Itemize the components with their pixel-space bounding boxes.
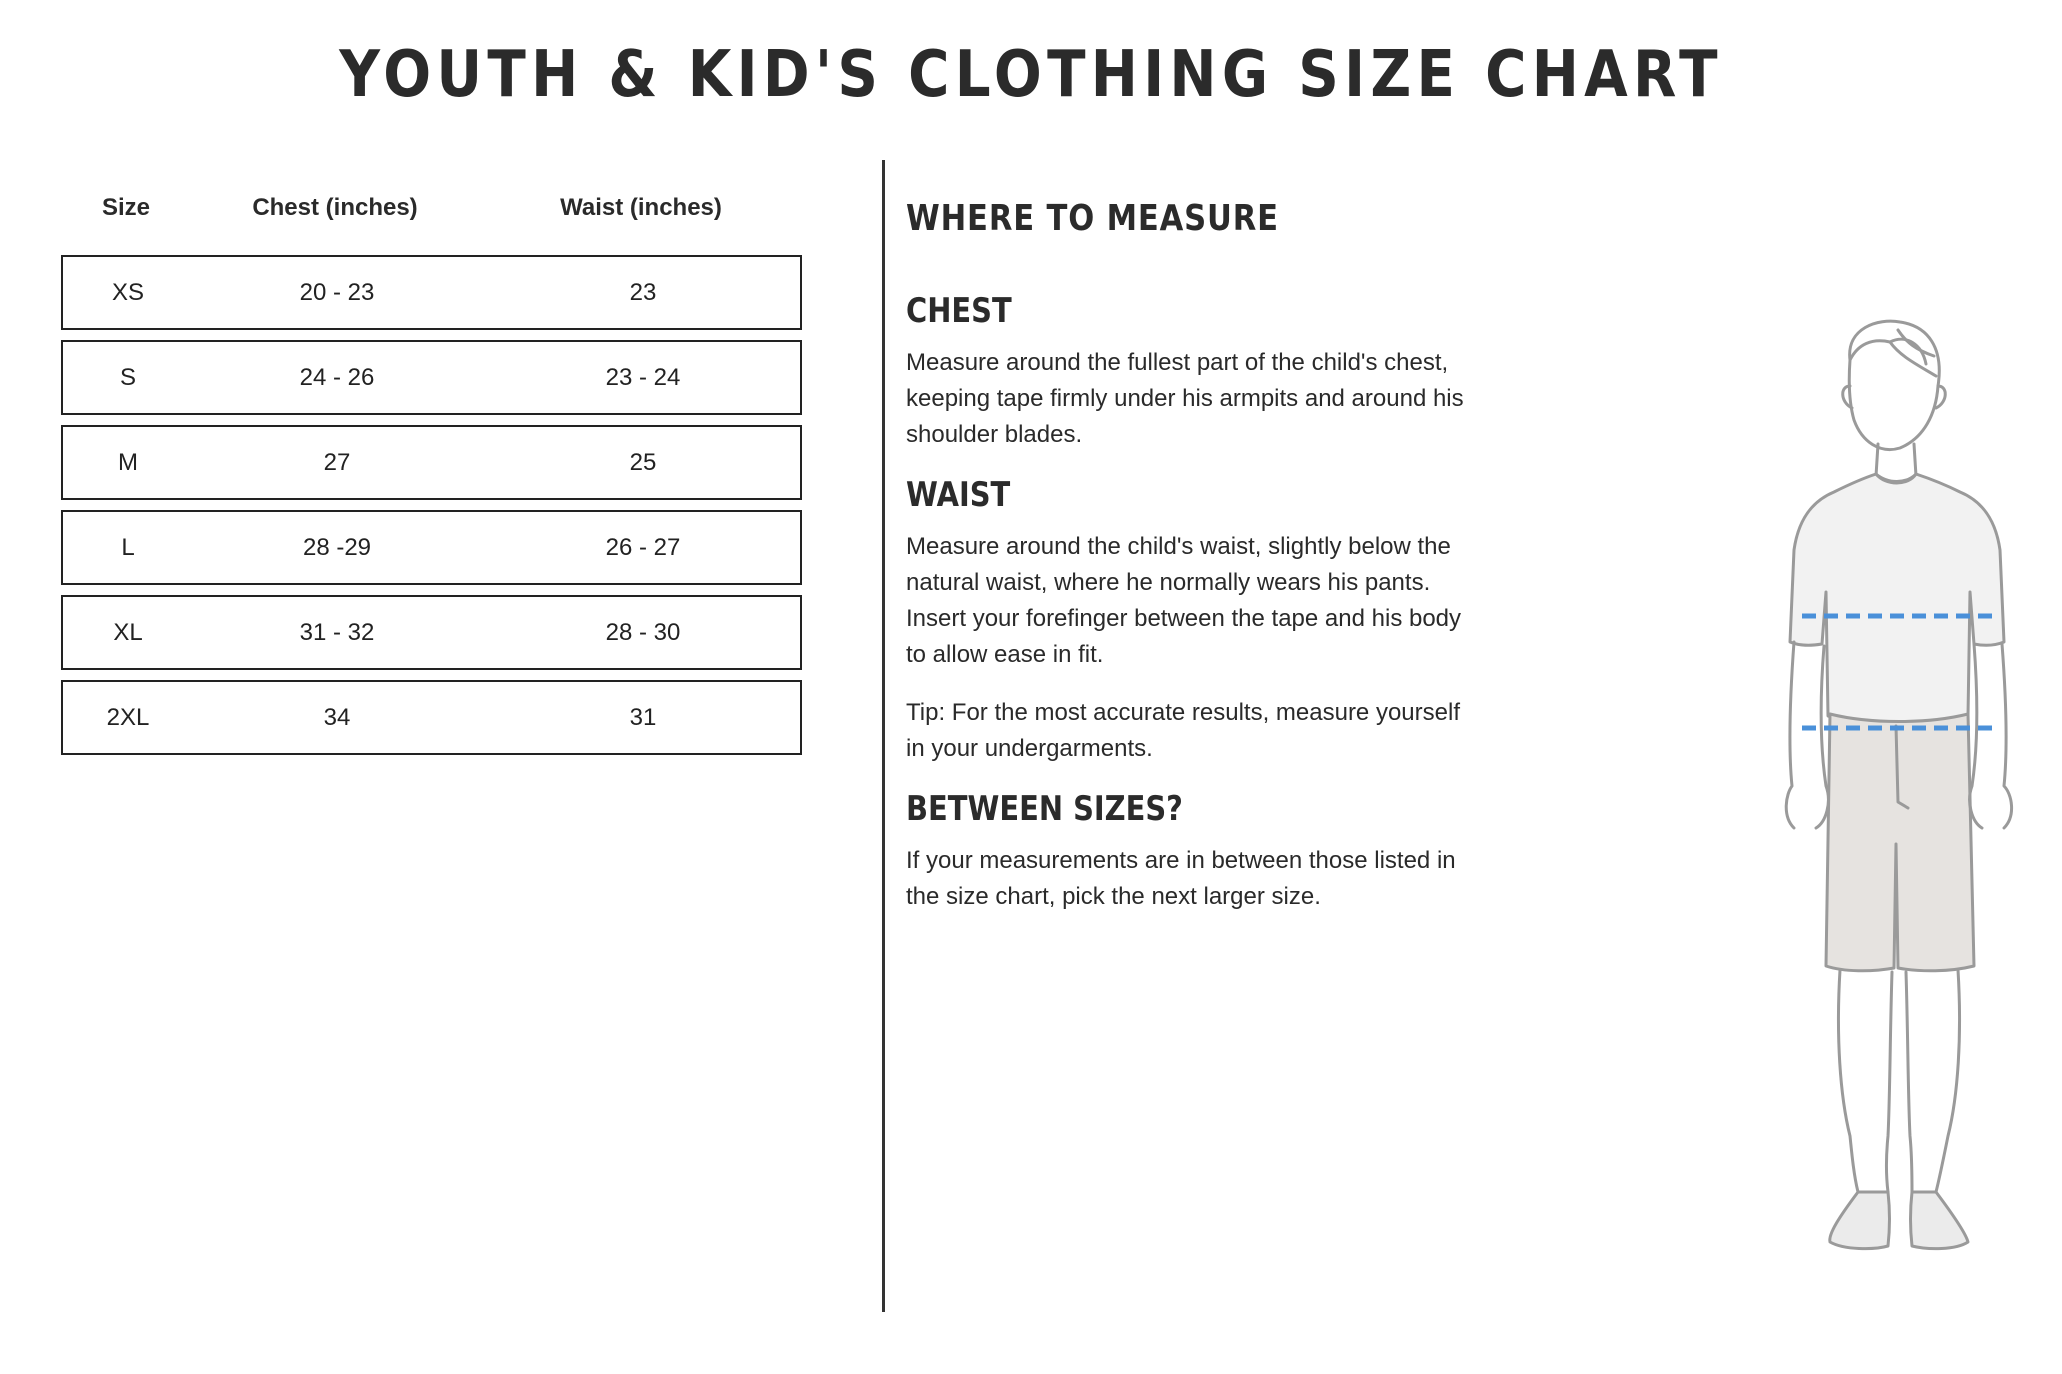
table-row — [61, 595, 802, 670]
size-cell: L — [121, 534, 135, 561]
size-cell: S — [119, 364, 136, 391]
size-table-header — [61, 190, 802, 226]
size-table-body — [61, 255, 802, 765]
chest-instructions: Measure around the fullest part of the child's chest, keeping tape firmly under his armpits and around his shoulder blades. — [906, 349, 1464, 448]
chest-cell: 31 - 32 — [299, 619, 375, 646]
chest-cell: 24 - 26 — [299, 364, 375, 391]
chest-cell: 34 — [323, 704, 351, 731]
between-sizes-instructions: If your measurements are in between those listed in the size chart, pick the next larger size. — [906, 847, 1456, 910]
page-title: YOUTH & KID'S CLOTHING SIZE CHART — [339, 38, 1723, 112]
waist-column-header: Waist (inches) — [560, 194, 722, 221]
size-cell: 2XL — [106, 704, 150, 731]
table-row — [61, 425, 802, 500]
between-sizes-heading: BETWEEN SIZES? — [906, 789, 1183, 829]
size-table — [61, 190, 802, 731]
size-cell: XS — [111, 279, 144, 306]
vertical-divider — [882, 160, 885, 1312]
chest-column-header: Chest (inches) — [252, 194, 418, 221]
waist-cell: 23 - 24 — [605, 364, 681, 391]
where-to-measure-heading: WHERE TO MEASURE — [906, 198, 1279, 239]
measure-guide — [906, 198, 1476, 937]
chest-cell: 20 - 23 — [299, 279, 375, 306]
table-row — [61, 680, 802, 755]
chest-cell: 27 — [323, 449, 351, 476]
chest-cell: 28 -29 — [302, 534, 372, 561]
waist-cell: 28 - 30 — [605, 619, 681, 646]
waist-cell: 31 — [629, 704, 657, 731]
waist-cell: 25 — [629, 449, 657, 476]
chest-heading: CHEST — [906, 291, 1012, 331]
waist-instructions: Measure around the child's waist, slightly below the natural waist, where he normally wears his pants. Insert your forefinger between the tape and his body to allow ease in fit. — [906, 533, 1462, 668]
waist-cell: 23 — [629, 279, 657, 306]
table-row — [61, 340, 802, 415]
waist-cell: 26 - 27 — [605, 534, 681, 561]
measure-tip: Tip: For the most accurate results, measure yourself in your undergarments. — [906, 699, 1460, 762]
waist-heading: WAIST — [906, 475, 1011, 515]
child-figure-icon — [1740, 316, 2040, 1266]
size-column-header: Size — [101, 194, 151, 221]
size-cell: M — [118, 449, 138, 476]
child-measurement-illustration — [1740, 316, 2040, 1266]
table-row — [61, 255, 802, 330]
table-row — [61, 510, 802, 585]
size-cell: XL — [113, 619, 143, 646]
